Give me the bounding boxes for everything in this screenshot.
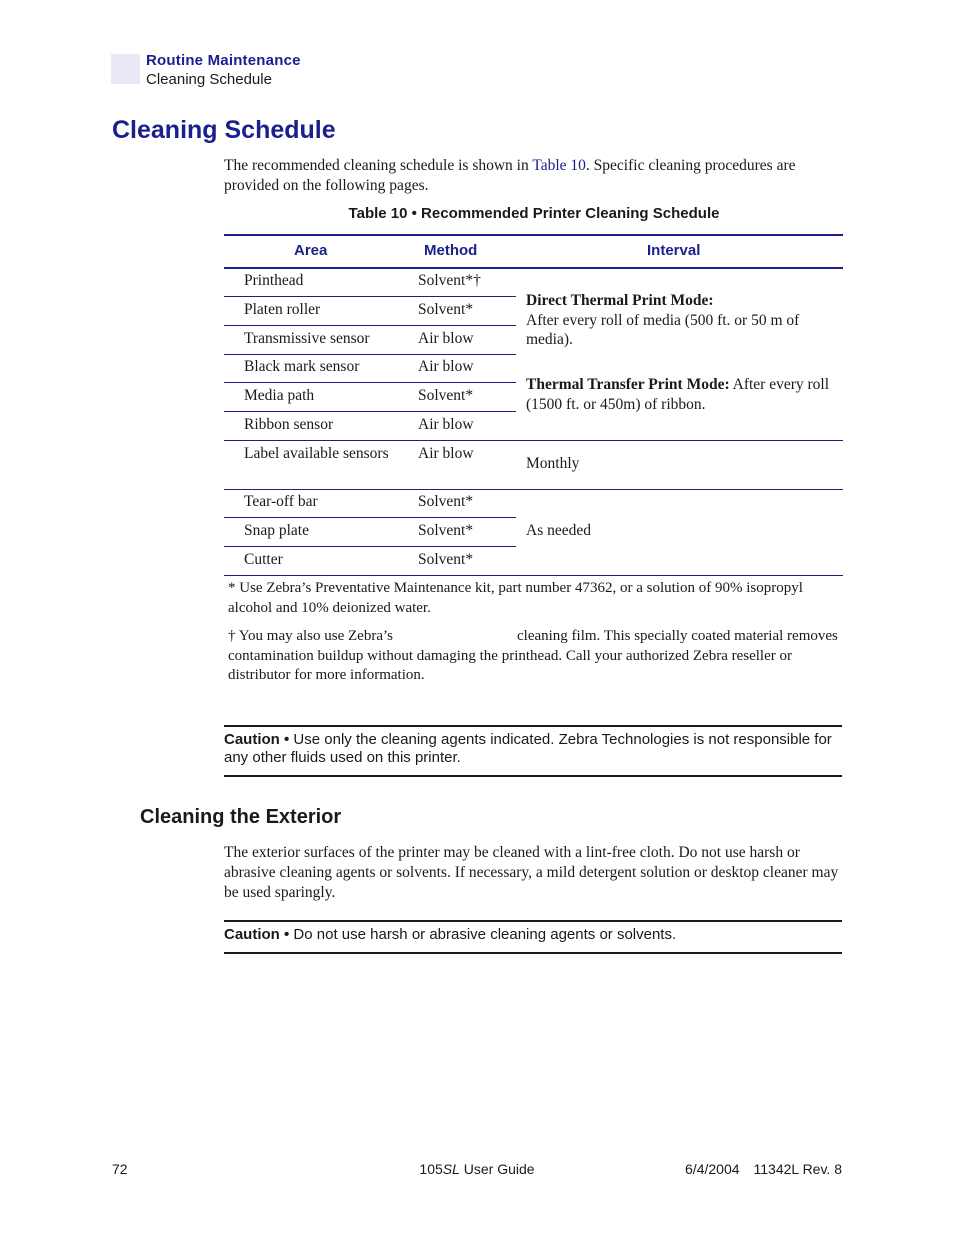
interval-dt-label: Direct Thermal Print Mode: xyxy=(526,292,714,309)
footer-rev-number: 11342L Rev. 8 xyxy=(753,1161,842,1177)
header-section: Routine Maintenance xyxy=(146,52,301,69)
footnote-solvent: * Use Zebra’s Preventative Maintenance kit, part number 47362, or a solution of 90% isopropyl alcohol and 10% deionized water. xyxy=(228,580,803,616)
row-divider xyxy=(224,411,516,412)
table-cell-area: Label available sensors xyxy=(244,445,389,462)
table-top-rule xyxy=(224,234,843,236)
header-marker-box xyxy=(111,54,140,84)
table-10-link[interactable]: Table 10 xyxy=(532,157,586,174)
table-cell-area: Ribbon sensor xyxy=(244,416,334,433)
intro-text-start: The recommended cleaning schedule is shown in xyxy=(224,157,533,174)
footer-guide-model: 105 xyxy=(419,1161,443,1177)
table-cell-method: Solvent* xyxy=(418,387,474,404)
table-cell-area: Printhead xyxy=(244,272,304,289)
table-cell-method: Air blow xyxy=(418,330,474,347)
caution-text: Use only the cleaning agents indicated. Zebra Technologies is not responsible for any other fluids used on this printer. xyxy=(224,731,832,766)
group-divider xyxy=(224,440,843,441)
table-cell-method: Solvent* xyxy=(418,551,474,568)
table-cell-method: Solvent* xyxy=(418,301,474,318)
column-header-area: Area xyxy=(294,242,328,259)
interval-dt-text: After every roll of media (500 ft. or 50 m of media). xyxy=(526,311,800,348)
table-cell-method: Air blow xyxy=(418,445,474,462)
footer-guide-model-suffix: SL xyxy=(442,1161,460,1177)
column-header-interval: Interval xyxy=(647,242,701,259)
table-cell-method: Air blow xyxy=(418,416,474,433)
interval-tt-label: Thermal Transfer Print Mode: xyxy=(526,376,730,393)
section-heading-exterior: Cleaning the Exterior xyxy=(140,806,342,828)
caution-label: Caution • xyxy=(224,926,290,943)
page-title: Cleaning Schedule xyxy=(112,116,336,144)
intro-paragraph xyxy=(224,156,844,196)
footnote-dagger-end: cleaning film. This specially coated material removes contamination buildup without damaging the printhead. Call your authorized Zebra reseller or distributor for more information. xyxy=(228,628,838,683)
row-divider xyxy=(224,325,516,326)
group-divider xyxy=(224,489,843,490)
table-cell-area: Cutter xyxy=(244,551,283,568)
footer-date: 6/4/2004 xyxy=(685,1161,740,1177)
interval-tt-text: After every roll (1500 ft. or 450m) of ribbon. xyxy=(526,376,830,413)
table-cell-area: Platen roller xyxy=(244,301,321,318)
row-divider xyxy=(224,382,516,383)
footnote-dagger-start: † You may also use Zebra’s xyxy=(228,628,393,644)
interval-direct-thermal xyxy=(526,291,831,350)
table-cell-area: Transmissive sensor xyxy=(244,330,370,347)
footer-revision xyxy=(655,1161,842,1177)
header-subsection: Cleaning Schedule xyxy=(146,71,272,88)
footer-guide-name: User Guide xyxy=(459,1161,535,1177)
table-cell-method: Solvent* xyxy=(418,522,474,539)
caution-text: Do not use harsh or abrasive cleaning agents or solvents. xyxy=(289,926,677,943)
row-divider xyxy=(224,296,516,297)
footer-page-number: 72 xyxy=(112,1161,128,1177)
caution-note-harsh xyxy=(224,920,842,954)
table-header-rule xyxy=(224,267,843,269)
row-divider xyxy=(224,354,516,355)
caution-note-agents xyxy=(224,725,842,777)
interval-thermal-transfer xyxy=(526,375,831,414)
table-cell-area: Tear-off bar xyxy=(244,493,318,510)
table-cell-method: Air blow xyxy=(418,358,474,375)
row-divider xyxy=(224,517,516,518)
table-caption: Table 10 • Recommended Printer Cleaning Schedule xyxy=(348,205,720,222)
row-divider xyxy=(224,546,516,547)
table-cell-method: Solvent* xyxy=(418,493,474,510)
table-cell-area: Media path xyxy=(244,387,315,404)
table-bottom-rule xyxy=(224,575,843,576)
footnote-dagger xyxy=(228,627,840,686)
table-cell-area: Black mark sensor xyxy=(244,358,360,375)
caution-label: Caution • xyxy=(224,731,290,748)
table-cell-method: Solvent*† xyxy=(418,272,481,289)
column-header-method: Method xyxy=(424,242,478,259)
interval-as-needed: As needed xyxy=(526,522,591,539)
table-cell-area: Snap plate xyxy=(244,522,309,539)
exterior-paragraph: The exterior surfaces of the printer may be cleaned with a lint-free cloth. Do not use harsh or abrasive cleaning agents or solvents. If necessary, a mild detergent solution or desktop cleaner may be used sparingly. xyxy=(224,844,839,901)
intro-text-end: . Specific cleaning procedures are provided on the following pages. xyxy=(224,157,796,194)
interval-monthly: Monthly xyxy=(526,455,580,472)
